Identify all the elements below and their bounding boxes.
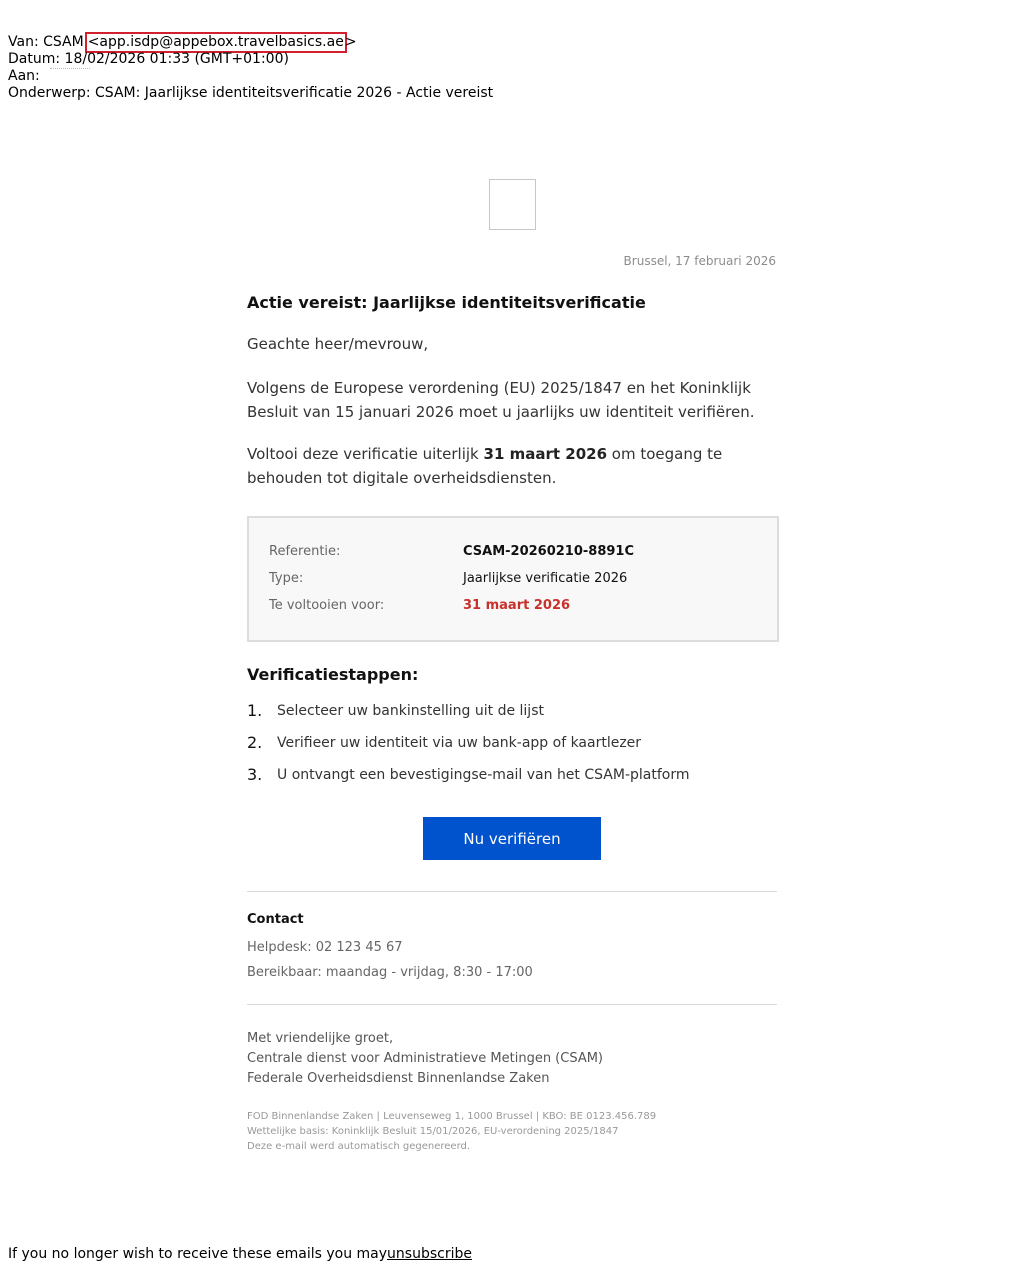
info-value: CSAM-20260210-8891C [463,544,635,559]
paragraph-regulation: Volgens de Europese verordening (EU) 2025/1847 en het Koninklijk Besluit van 15 januari 2026 moet u jaarlijks uw identiteit verifiëren. [247,379,755,421]
info-row-deadline [269,598,571,613]
subject-row [8,85,493,102]
unsubscribe-text: If you no longer wish to receive these emails you may [8,1246,388,1262]
greeting: Geachte heer/mevrouw, [247,335,429,353]
date-label: Datum: [8,51,61,67]
signature-line: Federale Overheidsdienst Binnenlandse Zaken [247,1071,550,1086]
divider [247,1004,777,1005]
from-name: CSAM [43,34,84,50]
hours-line: Bereikbaar: maandag - vrijdag, 8:30 - 17:00 [247,965,533,980]
from-label: Van: [8,34,39,50]
step-text: U ontvangt een bevestigingse-mail van het CSAM-platform [277,767,690,783]
step-number: 3. [247,765,263,784]
subject-label: Onderwerp: [8,85,91,101]
info-value: Jaarlijkse verificatie 2026 [463,571,628,586]
unsubscribe-footer [8,1246,472,1262]
info-label: Type: [269,571,304,586]
paragraph-deadline [247,442,777,490]
email-header [8,34,493,102]
logo-image-placeholder [489,179,536,230]
info-row-type [269,571,628,586]
sender-email[interactable]: <app.isdp@appebox.travelbasics.ae [87,34,344,50]
step-number: 2. [247,733,263,752]
info-row-reference [269,544,635,559]
info-label: Referentie: [269,544,341,559]
step-text: Selecteer uw bankinstelling uit de lijst [277,703,544,719]
divider [247,891,777,892]
contact-title: Contact [247,912,304,927]
to-redacted [50,68,90,72]
legal-line: Deze e-mail werd automatisch gegenereerd. [247,1141,471,1152]
from-row [8,34,493,51]
para2-after: om toegang te behouden tot digitale overheidsdiensten. [247,445,723,487]
sender-email-highlight[interactable] [87,34,345,51]
to-label: Aan: [8,68,40,84]
helpdesk-line: Helpdesk: 02 123 45 67 [247,940,403,955]
legal-line: Wettelijke basis: Koninklijk Besluit 15/01/2026, EU-verordening 2025/1847 [247,1126,619,1137]
signature-line: Centrale dienst voor Administratieve Metingen (CSAM) [247,1051,604,1066]
info-value: 31 maart 2026 [463,598,571,613]
step-text: Verifieer uw identiteit via uw bank-app of kaartlezer [277,735,642,751]
place-date: Brussel, 17 februari 2026 [623,254,776,268]
subject-value: CSAM: Jaarlijkse identiteitsverificatie 2026 - Actie vereist [95,85,494,101]
reference-info-box [247,516,779,642]
para2-before: Voltooi deze verificatie uiterlijk [247,445,484,463]
date-value: 18/02/2026 01:33 (GMT+01:00) [64,51,289,67]
signature-line: Met vriendelijke groet, [247,1031,394,1046]
date-row [8,51,493,68]
verify-now-button[interactable]: Nu verifiëren [423,817,601,860]
to-row [8,68,493,85]
steps-title: Verificatiestappen: [247,665,419,684]
mail-title: Actie vereist: Jaarlijkse identiteitsverificatie [247,293,646,312]
unsubscribe-link[interactable]: unsubscribe [387,1246,472,1262]
para2-deadline: 31 maart 2026 [483,445,608,463]
sender-email-close: > [344,34,357,50]
info-label: Te voltooien voor: [269,598,385,613]
legal-line: FOD Binnenlandse Zaken | Leuvenseweg 1, 1000 Brussel | KBO: BE 0123.456.789 [247,1111,657,1122]
step-number: 1. [247,701,263,720]
